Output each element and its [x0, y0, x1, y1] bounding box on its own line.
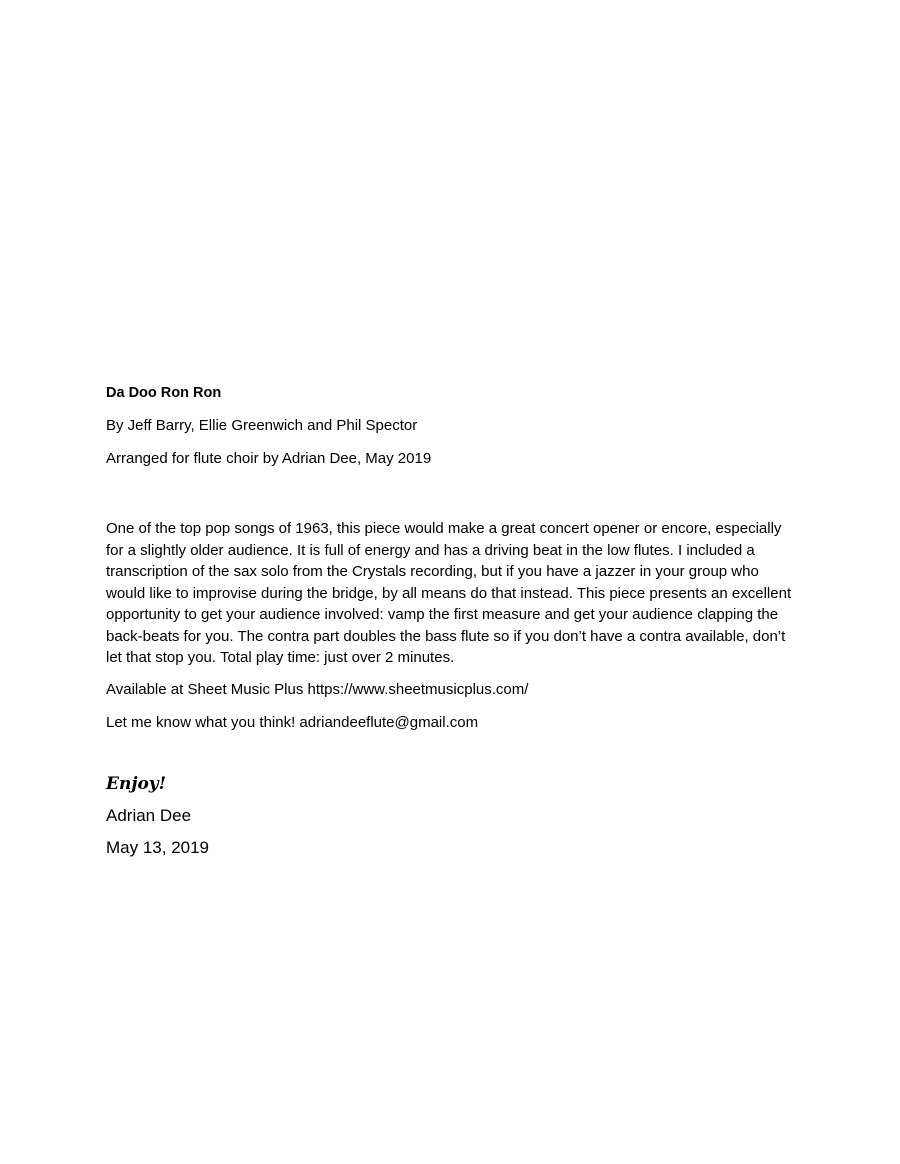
signature-date: May 13, 2019 — [106, 837, 210, 857]
description-line: for a slightly older audience. It is full of energy and has a driving beat in the low flutes. I included a — [106, 541, 755, 559]
section-spacer — [106, 482, 796, 518]
arrangement-credit: Arranged for flute choir by Adrian Dee, May 2019 — [106, 450, 432, 467]
contact-line: Let me know what you think! adriandeeflute@gmail.com — [106, 713, 479, 731]
document-page — [106, 383, 796, 869]
composer-credit: By Jeff Barry, Ellie Greenwich and Phil Spector — [106, 417, 418, 434]
description-line: let that stop you. Total play time: just over 2 minutes. — [106, 649, 455, 666]
description-paragraph — [106, 518, 796, 669]
availability-line: Available at Sheet Music Plus https://www.sheetmusicplus.com/ — [106, 680, 529, 698]
description-line: back-beats for you. The contra part doubles the bass flute so if you don’t have a contra available, don’t — [106, 627, 786, 645]
description-line: would like to improvise during the bridge, by all means do that instead. This piece presents an excellent — [106, 584, 792, 602]
description-line: opportunity to get your audience involved: vamp the first measure and get your audience clapping the — [106, 606, 779, 623]
description-line: One of the top pop songs of 1963, this piece would make a great concert opener or encore, especially — [106, 520, 782, 537]
signature-name: Adrian Dee — [106, 805, 192, 825]
description-line: transcription of the sax solo from the Crystals recording, but if you have a jazzer in your group who — [106, 563, 759, 580]
closing-text: Enjoy! — [106, 773, 167, 794]
signature-block — [106, 773, 796, 859]
song-title: Da Doo Ron Ron — [106, 385, 222, 401]
